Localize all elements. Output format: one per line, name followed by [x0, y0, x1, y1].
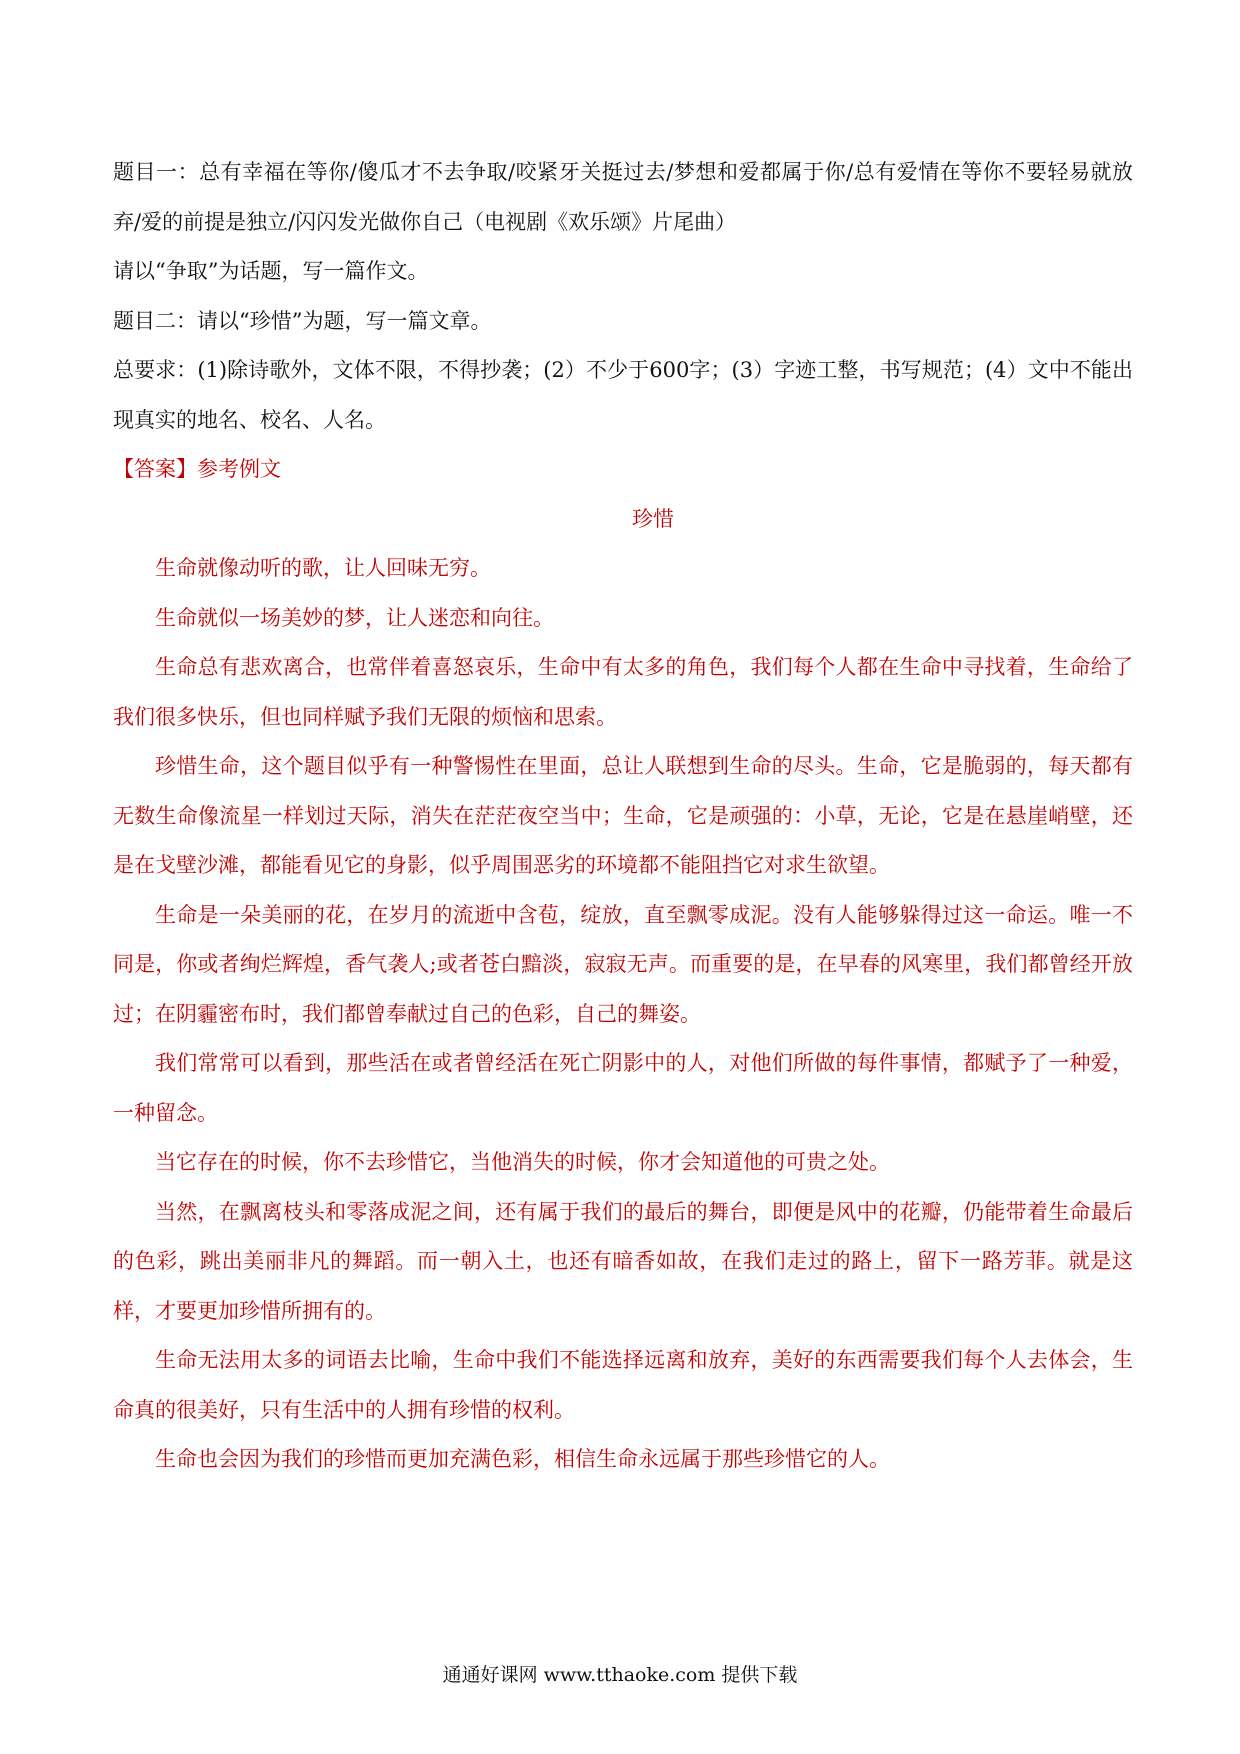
question-one-instruction: 请以“争取”为话题，写一篇作文。 [113, 259, 429, 283]
essay-paragraph: 生命就似一场美妙的梦，让人迷恋和向往。 [155, 605, 554, 630]
essay-paragraph: 生命就像动听的歌，让人回味无穷。 [155, 556, 491, 580]
document-content [113, 148, 1133, 1485]
page-footer: 通通好课网 www.tthaoke.com 提供下载 [442, 1664, 798, 1686]
essay-paragraph: 当然，在飘离枝头和零落成泥之间，还有属于我们的最后的舞台，即便是风中的花瓣，仍能带着生命最后的色彩，跳出美丽非凡的舞蹈。而一朝入土，也还有暗香如故，在我们走过的路上，留下一路芳菲。就是这样，才要更加珍惜所拥有的。 [113, 1199, 1133, 1323]
essay-paragraph: 生命也会因为我们的珍惜而更加充满色彩，相信生命永远属于那些珍惜它的人。 [155, 1447, 890, 1471]
essay-paragraph: 生命无法用太多的词语去比喻，生命中我们不能选择远离和放弃，美好的东西需要我们每个人去体会，生命真的很美好，只有生活中的人拥有珍惜的权利。 [113, 1348, 1133, 1422]
essay-paragraph: 生命总有悲欢离合，也常伴着喜怒哀乐，生命中有太多的角色，我们每个人都在生命中寻找着，生命给了我们很多快乐，但也同样赋予我们无限的烦恼和思索。 [113, 655, 1133, 729]
question-two: 题目二：请以“珍惜”为题，写一篇文章。 [113, 308, 492, 333]
essay-paragraph: 生命是一朵美丽的花，在岁月的流逝中含苞，绽放，直至飘零成泥。没有人能够躲得过这一命运。唯一不同是，你或者绚烂辉煌，香气袭人;或者苍白黯淡，寂寂无声。而重要的是，在早春的风寒里，我们都曾经开放过；在阴霾密布时，我们都曾奉献过自己的色彩，自己的舞姿。 [113, 902, 1133, 1026]
requirements: 总要求：(1)除诗歌外，文体不限，不得抄袭；(2）不少于600字；(3）字迹工整，书写规范；(4）文中不能出现真实的地名、校名、人名。 [113, 358, 1133, 432]
essay-paragraph: 珍惜生命，这个题目似乎有一种警惕性在里面，总让人联想到生命的尽头。生命，它是脆弱的，每天都有无数生命像流星一样划过天际，消失在茫茫夜空当中；生命，它是顽强的：小草，无论，它是在悬崖峭壁，还是在戈壁沙滩，都能看见它的身影，似乎周围恶劣的环境都不能阻挡它对求生欲望。 [113, 754, 1133, 877]
essay-paragraph: 当它存在的时候，你不去珍惜它，当他消失的时候，你才会知道他的可贵之处。 [155, 1150, 890, 1174]
essay-title: 珍惜 [632, 506, 674, 531]
answer-label: 【答案】参考例文 [113, 457, 281, 481]
essay-paragraph: 我们常常可以看到，那些活在或者曾经活在死亡阴影中的人，对他们所做的每件事情，都赋予了一种爱，一种留念。 [113, 1051, 1133, 1125]
question-one: 题目一：总有幸福在等你/傻瓜才不去争取/咬紧牙关挺过去/梦想和爱都属于你/总有爱情在等你不要轻易就放弃/爱的前提是独立/闪闪发光做你自己（电视剧《欢乐颂》片尾曲） [113, 160, 1133, 234]
